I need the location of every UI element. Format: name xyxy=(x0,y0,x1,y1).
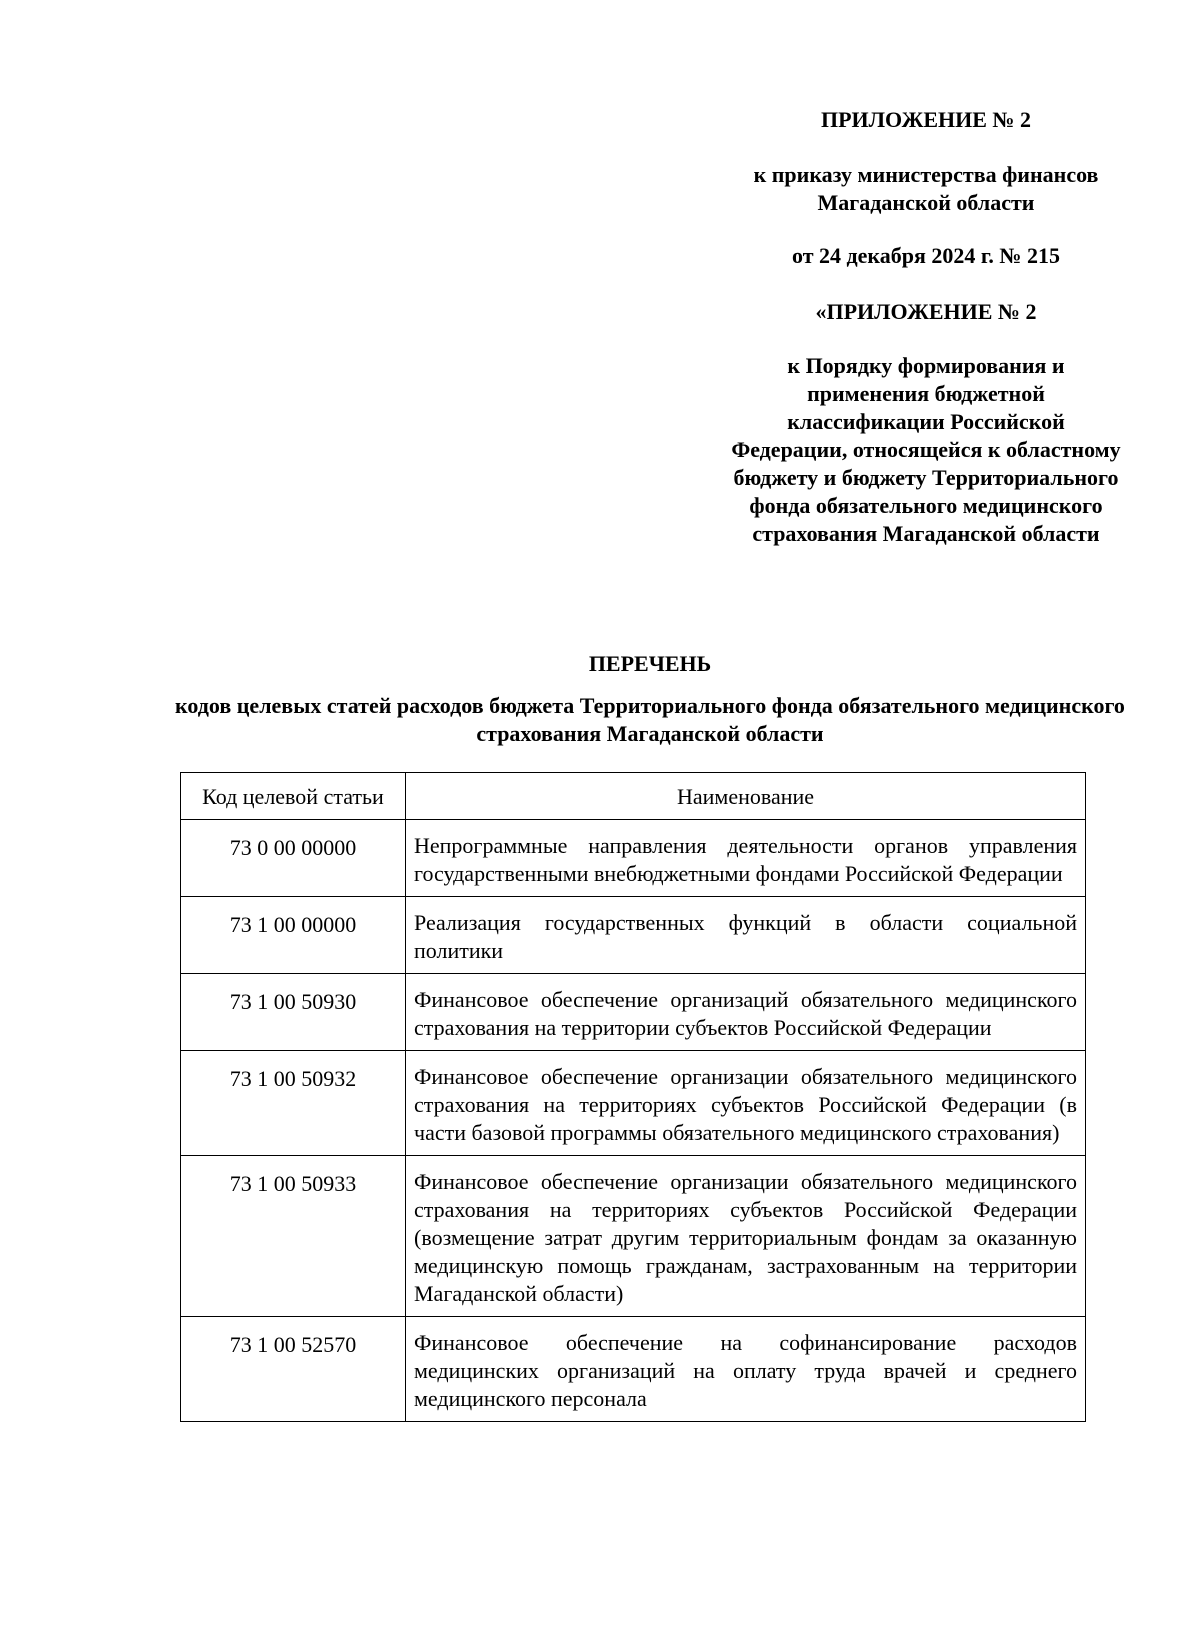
document-subtitle: кодов целевых статей расходов бюджета Территориального фонда обязательного медицинского страхования Магаданской области xyxy=(175,693,1125,746)
inner-appendix-title: «ПРИЛОЖЕНИЕ № 2 xyxy=(815,299,1037,324)
table-row xyxy=(181,820,1086,897)
appendix-title: ПРИЛОЖЕНИЕ № 2 xyxy=(820,107,1032,132)
row-code: 73 1 00 50930 xyxy=(181,974,406,1051)
row-name: Финансовое обеспечение организации обязательного медицинского страхования на территориях субъектов Российской Федерации (в части базовой программы обязательного медицинского страхования) xyxy=(406,1051,1086,1156)
table-row xyxy=(181,1051,1086,1156)
row-code: 73 1 00 52570 xyxy=(181,1317,406,1422)
row-code: 73 0 00 00000 xyxy=(181,820,406,897)
target-articles-table xyxy=(180,772,1086,1422)
row-code: 73 1 00 50932 xyxy=(181,1051,406,1156)
document-title: ПЕРЕЧЕНЬ xyxy=(588,651,712,676)
row-name: Реализация государственных функций в области социальной политики xyxy=(406,897,1086,974)
row-name: Финансовое обеспечение организации обязательного медицинского страхования на территориях субъектов Российской Федерации (возмещение затрат другим территориальным фондам за оказанную медицинскую помощь гражданам, застрахованным на территории Магаданской области) xyxy=(406,1156,1086,1317)
table-row xyxy=(181,1156,1086,1317)
table-row xyxy=(181,897,1086,974)
procedure-reference: к Порядку формирования и применения бюджетной классификации Российской Федерации, относящейся к областному бюджету и бюджету Территориального фонда обязательного медицинского страхования Магаданской области xyxy=(731,353,1121,546)
column-header-code: Код целевой статьи xyxy=(181,773,406,820)
row-code: 73 1 00 50933 xyxy=(181,1156,406,1317)
row-name: Непрограммные направления деятельности органов управления государственными внебюджетными фондами Российской Федерации xyxy=(406,820,1086,897)
row-name: Финансовое обеспечение организаций обязательного медицинского страхования на территории субъектов Российской Федерации xyxy=(406,974,1086,1051)
table-row xyxy=(181,974,1086,1051)
order-reference: к приказу министерства финансов Магаданской области xyxy=(753,162,1099,215)
order-date: от 24 декабря 2024 г. № 215 xyxy=(791,243,1060,268)
table-header-row xyxy=(181,773,1086,820)
row-name: Финансовое обеспечение на софинансирование расходов медицинских организаций на оплату труда врачей и среднего медицинского персонала xyxy=(406,1317,1086,1422)
row-code: 73 1 00 00000 xyxy=(181,897,406,974)
column-header-name: Наименование xyxy=(406,773,1086,820)
table-row xyxy=(181,1317,1086,1422)
